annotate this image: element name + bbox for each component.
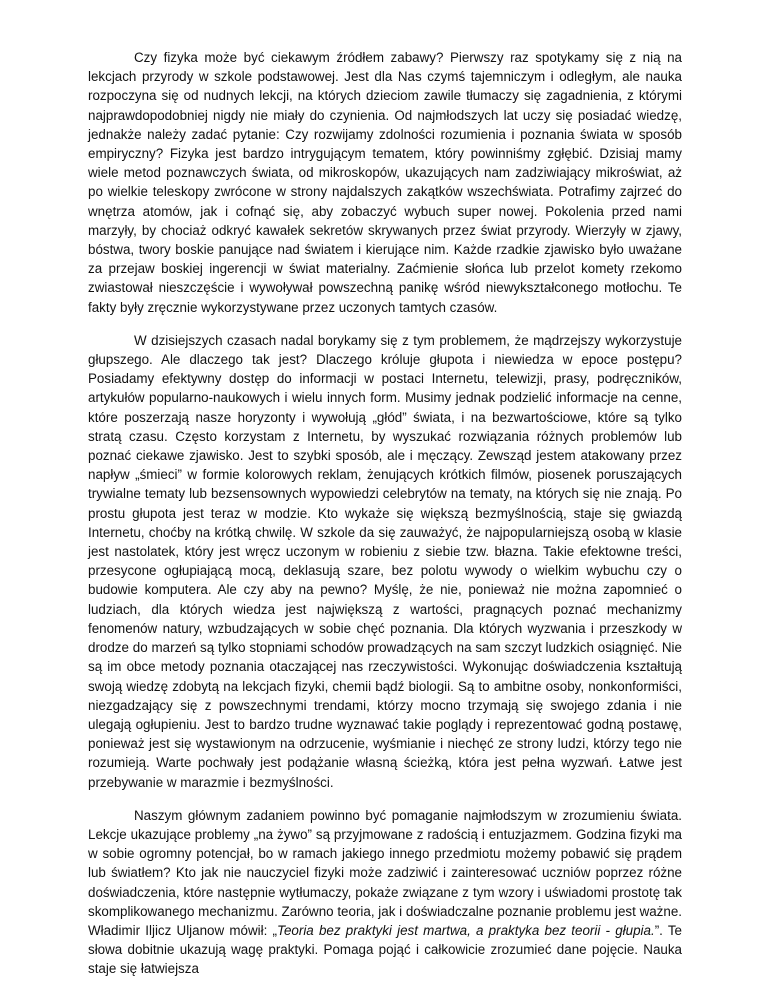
paragraph-text-before-quote: Naszym głównym zadaniem powinno być pomaganie najmłodszym w zrozumieniu świata. Lekcje ukazujące problemy „na żywo” są przyjmowane z radością i entuzjazmem. Godzina fizyki ma w sobie ogromny potencjał, bo w ramach jakiego innego przedmiotu możemy pobawić się prądem lub światłem? Kto jak nie nauczyciel fizyki może zadziwić i zainteresować uczniów poprzez różne doświadczenia, które następnie wytłumaczy, pokaże związane z tym wzory i uświadomi prostotę tak skomplikowanego mechanizmu. Zarówno teoria, jak i doświadczalne poznanie problemu jest ważne. Władimir Iljicz Uljanow mówił: „: [88, 807, 682, 938]
paragraph-text-after-quote: ”. Te słowa dobitnie ukazują wagę praktyki. Pomaga pojąć i całkowicie zrozumieć dane pojęcie. Nauka staje się łatwiejsza: [88, 922, 682, 977]
lenin-quote: Teoria bez praktyki jest martwa, a praktyka bez teorii - głupia.: [277, 922, 655, 938]
paragraph-intro: Czy fizyka może być ciekawym źródłem zabawy? Pierwszy raz spotykamy się z nią na lekcjach przyrody w szkole podstawowej. Jest dla Nas czymś tajemniczym i odległym, ale nauka rozpoczyna się od nudnych lekcji, na których dzieciom zawile tłumaczy się zagadnienia, z którymi najprawdopodobniej nigdy nie miały do czynienia. Od najmłodszych lat uczy się posiadać wiedzę, jednakże należy zadać pytanie: Czy rozwijamy zdolności rozumienia i poznania świata w sposób empiryczny? Fizyka jest bardzo intrygującym tematem, który powinniśmy zgłębić. Dzisiaj mamy wiele metod poznawczych świata, od mikroskopów, ukazujących nam zadziwiający mikroświat, aż po wielkie teleskopy zwrócone w strony najdalszych zakątków wszechświata. Potrafimy zajrzeć do wnętrza atomów, jak i cofnąć się, aby zobaczyć wybuch super nowej. Pokolenia przed nami marzyły, by chociaż odkryć kawałek sekretów skrywanych przez świat przyrody. Wierzyły w zjawy, bóstwa, twory boskie panujące nad światem i kierujące nim. Każde rzadkie zjawisko było uważane za przejaw boskiej ingerencji w świat materialny. Zaćmienie słońca lub przelot komety rzekomo zwiastował nieszczęście i wywoływał powszechną panikę wśród niewykształconego motłochu. Te fakty były zręcznie wykorzystywane przez uczonych tamtych czasów.: [88, 50, 682, 315]
paragraph-main-task: [88, 806, 682, 979]
document-page: [88, 48, 682, 993]
paragraph-modern-times: W dzisiejszych czasach nadal borykamy się z tym problemem, że mądrzejszy wykorzystuje głupszego. Ale dlaczego tak jest? Dlaczego króluje głupota i niewiedza w epoce postępu? Posiadamy efektywny dostęp do informacji w postaci Internetu, telewizji, prasy, podręczników, artykułów popularno-naukowych i wielu innych form. Musimy jednak podzielić informacje na cenne, które poszerzają nasze horyzonty i wywołują „głód” świata, i na bezwartościowe, które są tylko stratą czasu. Często korzystam z Internetu, by wyszukać rozwiązania różnych problemów lub poznać ciekawe zjawisko. Jest to szybki sposób, ale i męczący. Zewsząd jestem atakowany przez napływ „śmieci” w formie kolorowych reklam, żenujących krótkich filmów, piosenek poruszających trywialne tematy lub bezsensownych wypowiedzi celebrytów na tematy, na których się nie znają. Po prostu głupota jest teraz w modzie. Kto wykaże się większą bezmyślnością, staje się gwiazdą Internetu, choćby na krótką chwilę. W szkole da się zauważyć, że najpopularniejszą osobą w klasie jest nastolatek, który jest wręcz uczonym w robieniu z siebie tzw. błazna. Takie efektowne treści, przesycone ogłupiającą mocą, deklasują szare, bez polotu wywody o wielkim wybuchu czy o budowie komputera. Ale czy aby na pewno? Myślę, że nie, ponieważ nie można zapomnieć o ludziach, dla których wiedza jest największą z wartości, pragnących poznać mechanizmy fenomenów natury, wzbudzających w sobie chęć poznania. Dla których wyzwania i przeszkody w drodze do marzeń są tylko stopniami schodów prowadzących na sam szczyt ludzkich osiągnięć. Nie są im obce metody poznania otaczającej nas rzeczywistości. Wykonując doświadczenia kształtują swoją wiedzę zdobytą na lekcjach fizyki, chemii bądź biologii. Są to ambitne osoby, nonkonformiści, niezgadzający się z powszechnymi trendami, którzy mocno trzymają się swojego zdania i nie ulegają ogłupieniu. Jest to bardzo trudne wyznawać takie poglądy i reprezentować godną postawę, ponieważ jest się wystawionym na odrzucenie, wyśmianie i niechęć ze strony ludzi, którzy tego nie rozumieją. Warte pochwały jest podążanie własną ścieżką, która jest pełna wyzwań. Łatwe jest przebywanie w marazmie i bezmyślności.: [88, 332, 682, 790]
